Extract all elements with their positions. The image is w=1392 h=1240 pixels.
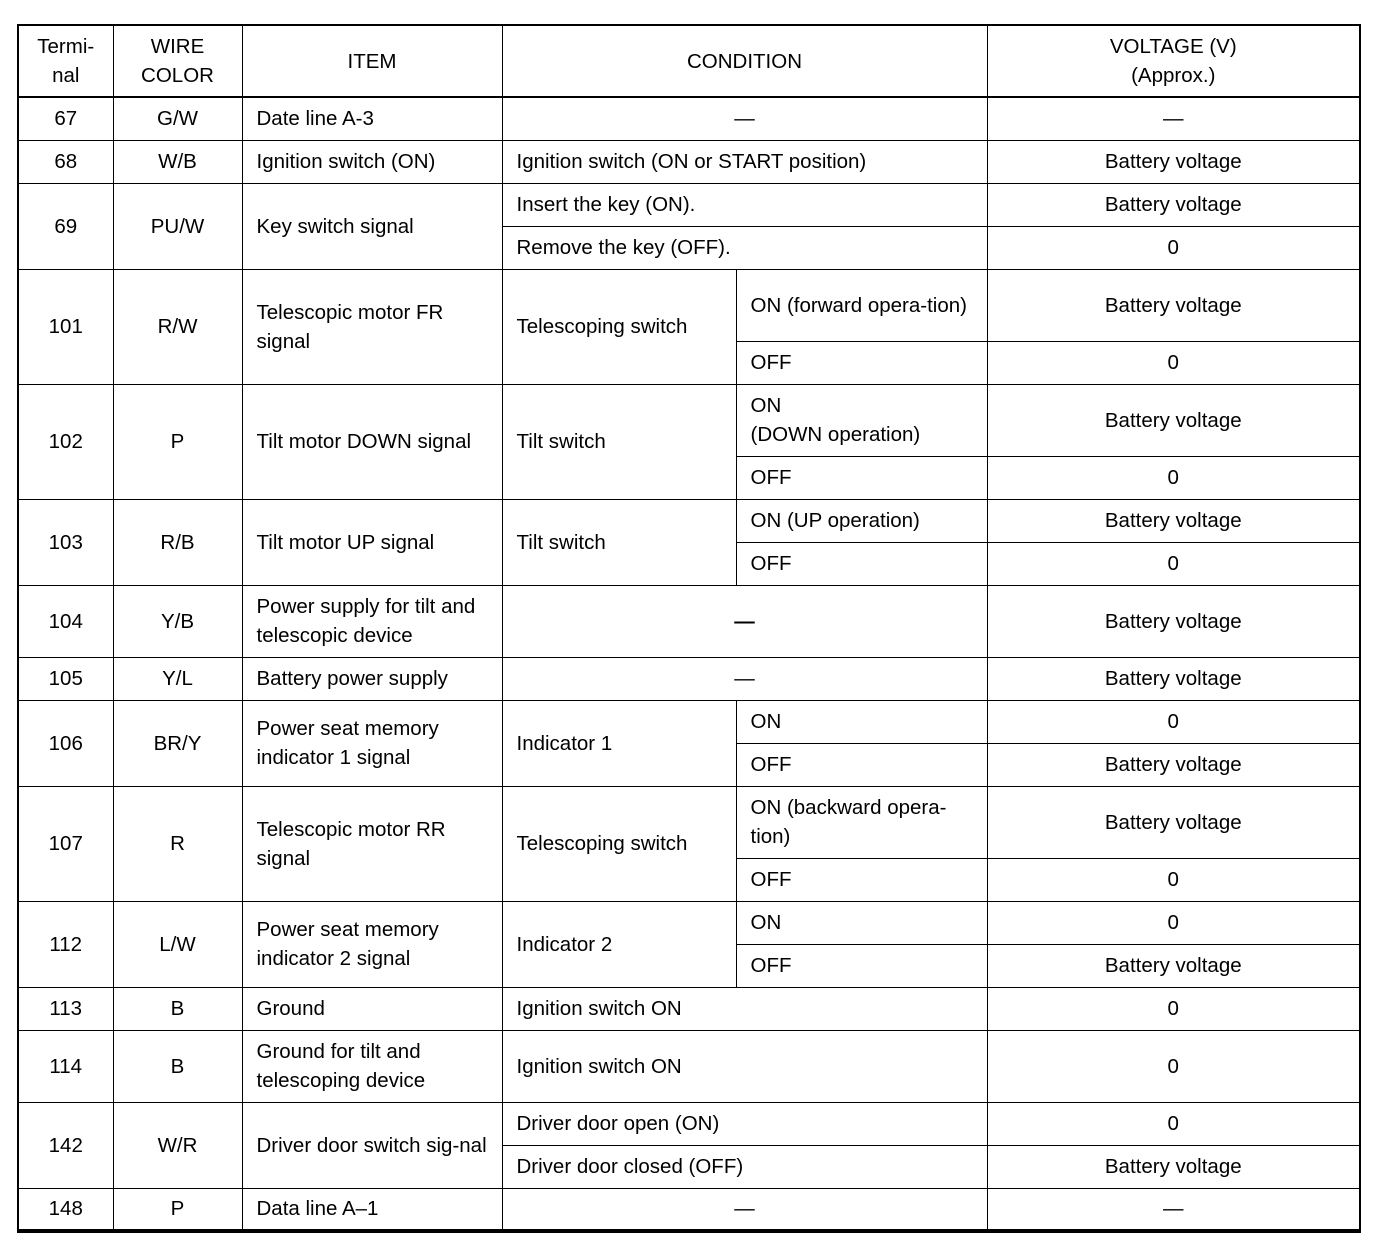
condition-cell: Driver door closed (OFF) [502, 1145, 987, 1188]
table-row [18, 183, 1360, 226]
header-terminal [18, 25, 113, 97]
header-row [18, 25, 1360, 97]
wire-color-cell: P [113, 384, 242, 499]
switch-cell: Indicator 2 [502, 901, 736, 987]
condition-cell: ON [736, 901, 987, 944]
condition-cell: — [502, 1188, 987, 1231]
table-row [18, 786, 1360, 858]
voltage-cell: 0 [987, 901, 1360, 944]
wire-color-cell: W/R [113, 1102, 242, 1188]
voltage-cell: 0 [987, 341, 1360, 384]
condition-cell: OFF [736, 456, 987, 499]
condition-line1: ON [750, 394, 782, 417]
header-voltage-line2: (Approx.) [1131, 64, 1216, 87]
item-cell: Tilt motor UP signal [242, 499, 502, 585]
header-voltage [987, 25, 1360, 97]
table-row [18, 901, 1360, 944]
header-voltage-line1: VOLTAGE (V) [1109, 35, 1237, 58]
wire-color-cell: B [113, 1030, 242, 1102]
voltage-cell: — [987, 1188, 1360, 1231]
item-cell: Telescopic motor FR signal [242, 269, 502, 384]
condition-cell: Driver door open (ON) [502, 1102, 987, 1145]
item-cell: Telescopic motor RR signal [242, 786, 502, 901]
condition-cell: OFF [736, 743, 987, 786]
terminal-cell: 103 [18, 499, 113, 585]
switch-cell: Telescoping switch [502, 269, 736, 384]
voltage-cell: 0 [987, 700, 1360, 743]
voltage-cell: Battery voltage [987, 183, 1360, 226]
item-cell: Tilt motor DOWN signal [242, 384, 502, 499]
table-row [18, 269, 1360, 341]
header-wire-line1: WIRE [150, 35, 205, 58]
terminal-cell: 69 [18, 183, 113, 269]
item-cell: Ground for tilt and telescoping device [242, 1030, 502, 1102]
voltage-cell: 0 [987, 226, 1360, 269]
condition-cell: — [502, 657, 987, 700]
condition-cell: Ignition switch ON [502, 987, 987, 1030]
item-cell: Date line A-3 [242, 97, 502, 140]
wire-color-cell: G/W [113, 97, 242, 140]
header-terminal-line1: Termi- [37, 35, 95, 58]
switch-cell: Tilt switch [502, 384, 736, 499]
table-row [18, 499, 1360, 542]
voltage-cell: Battery voltage [987, 743, 1360, 786]
condition-cell: — [502, 585, 987, 657]
table-row [18, 384, 1360, 456]
voltage-cell: 0 [987, 858, 1360, 901]
wire-color-cell: P [113, 1188, 242, 1231]
condition-cell: ON (UP operation) [736, 499, 987, 542]
header-wire-line2: COLOR [141, 64, 214, 87]
condition-cell: Ignition switch (ON or START position) [502, 140, 987, 183]
condition-cell: ON (backward opera-tion) [736, 786, 987, 858]
wire-color-cell: Y/L [113, 657, 242, 700]
item-cell: Power supply for tilt and telescopic device [242, 585, 502, 657]
table-row [18, 1030, 1360, 1102]
item-cell: Data line A–1 [242, 1188, 502, 1231]
wire-color-cell: B [113, 987, 242, 1030]
table-row [18, 97, 1360, 140]
condition-cell: Insert the key (ON). [502, 183, 987, 226]
voltage-cell: Battery voltage [987, 384, 1360, 456]
table-row [18, 140, 1360, 183]
voltage-cell: 0 [987, 1030, 1360, 1102]
voltage-cell: 0 [987, 987, 1360, 1030]
terminal-cell: 105 [18, 657, 113, 700]
terminal-cell: 142 [18, 1102, 113, 1188]
terminal-cell: 102 [18, 384, 113, 499]
switch-cell: Telescoping switch [502, 786, 736, 901]
item-cell: Power seat memory indicator 2 signal [242, 901, 502, 987]
switch-cell: Tilt switch [502, 499, 736, 585]
wire-color-cell: PU/W [113, 183, 242, 269]
item-cell: Ignition switch (ON) [242, 140, 502, 183]
voltage-cell: 0 [987, 456, 1360, 499]
voltage-cell: 0 [987, 542, 1360, 585]
table-row [18, 585, 1360, 657]
condition-cell: — [502, 97, 987, 140]
condition-cell: OFF [736, 341, 987, 384]
terminal-cell: 113 [18, 987, 113, 1030]
header-condition: CONDITION [502, 25, 987, 97]
voltage-cell: 0 [987, 1102, 1360, 1145]
condition-cell: OFF [736, 542, 987, 585]
wire-color-cell: W/B [113, 140, 242, 183]
table-row [18, 1102, 1360, 1145]
item-cell: Ground [242, 987, 502, 1030]
condition-cell: ON [736, 700, 987, 743]
wire-color-cell: Y/B [113, 585, 242, 657]
condition-cell: OFF [736, 944, 987, 987]
wire-color-cell: BR/Y [113, 700, 242, 786]
voltage-cell: Battery voltage [987, 269, 1360, 341]
terminal-cell: 106 [18, 700, 113, 786]
condition-cell: Ignition switch ON [502, 1030, 987, 1102]
terminal-cell: 67 [18, 97, 113, 140]
condition-cell: ON (forward opera-tion) [736, 269, 987, 341]
terminal-table [17, 24, 1361, 1233]
header-item: ITEM [242, 25, 502, 97]
header-wire-color [113, 25, 242, 97]
voltage-cell: Battery voltage [987, 1145, 1360, 1188]
terminal-cell: 104 [18, 585, 113, 657]
voltage-cell: Battery voltage [987, 657, 1360, 700]
terminal-cell: 101 [18, 269, 113, 384]
condition-cell: Remove the key (OFF). [502, 226, 987, 269]
terminal-cell: 68 [18, 140, 113, 183]
condition-cell: OFF [736, 858, 987, 901]
wire-color-cell: R [113, 786, 242, 901]
terminal-cell: 114 [18, 1030, 113, 1102]
voltage-cell: Battery voltage [987, 499, 1360, 542]
voltage-cell: Battery voltage [987, 585, 1360, 657]
header-terminal-line2: nal [52, 64, 80, 87]
wire-color-cell: R/W [113, 269, 242, 384]
table-row [18, 1188, 1360, 1231]
terminal-cell: 107 [18, 786, 113, 901]
switch-cell: Indicator 1 [502, 700, 736, 786]
terminal-cell: 148 [18, 1188, 113, 1231]
wire-color-cell: L/W [113, 901, 242, 987]
item-cell: Key switch signal [242, 183, 502, 269]
voltage-cell: Battery voltage [987, 944, 1360, 987]
voltage-cell: — [987, 97, 1360, 140]
table-row [18, 657, 1360, 700]
terminal-cell: 112 [18, 901, 113, 987]
table-row [18, 987, 1360, 1030]
voltage-cell: Battery voltage [987, 140, 1360, 183]
condition-cell [736, 384, 987, 456]
condition-line2: (DOWN operation) [750, 423, 921, 446]
item-cell: Driver door switch sig-nal [242, 1102, 502, 1188]
table-row [18, 700, 1360, 743]
voltage-cell: Battery voltage [987, 786, 1360, 858]
item-cell: Power seat memory indicator 1 signal [242, 700, 502, 786]
wire-color-cell: R/B [113, 499, 242, 585]
item-cell: Battery power supply [242, 657, 502, 700]
